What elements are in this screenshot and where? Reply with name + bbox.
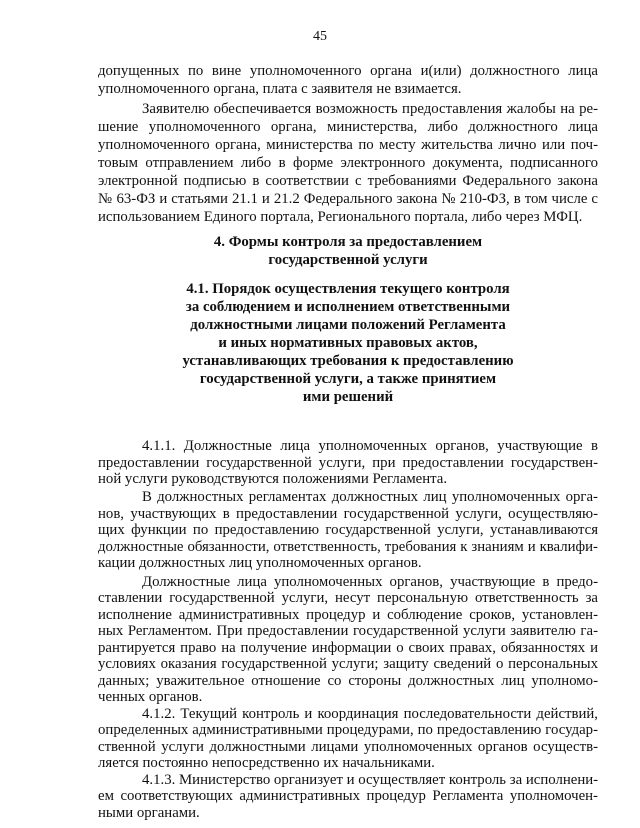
text-line: ляется постоянно непосредственно их начальниками.: [98, 755, 435, 772]
text-line: данных; уважительное отношение со стороны должностных лиц уполномо-: [98, 672, 598, 689]
text-line: 4.1.3. Министерство организует и осуществляет контроль за исполнени-: [142, 771, 599, 788]
text-line: условиях оказания государственной услуги; защиту сведений о персональных: [98, 656, 598, 673]
text-line: исполнение административных процедур и соблюдение сроков, установлен-: [98, 606, 598, 623]
text-line: шение уполномоченного органа, министерства, либо должностного лица: [98, 119, 598, 135]
text-line: кации должностных лиц уполномоченных органов.: [98, 555, 422, 572]
text-line: ем соответствующих административных процедур Регламента уполномочен-: [98, 788, 598, 805]
section-heading: 4. Формы контроля за предоставлением: [213, 234, 483, 250]
text-line: должностные обязанности, ответственность, требования к знаниям и квалифи-: [98, 538, 598, 555]
text-line: ными органами.: [98, 805, 200, 821]
text-line: 4.1.1. Должностные лица уполномоченных органов, участвующие в: [142, 438, 598, 454]
text-line: 4.1.2. Текущий контроль и координация последовательности действий,: [142, 705, 598, 722]
text-line: В должностных регламентах должностных лиц уполномоченных орга-: [142, 489, 598, 506]
subsection-heading: должностными лицами положений Регламента: [190, 317, 506, 333]
subsection-heading: за соблюдением и исполнением ответственными: [185, 299, 511, 315]
subsection-heading: ими решений: [302, 389, 394, 405]
text-line: определенных административными процедурами, по предоставлению государ-: [98, 722, 598, 739]
text-line: ственной услуги должностными лицами уполномоченных органов осуществ-: [98, 738, 598, 755]
page-number: 45: [313, 29, 327, 44]
subsection-heading: государственной услуги, а также принятием: [199, 371, 497, 387]
text-line: ставлении государственной услуги, несут персональную ответственность за: [98, 590, 598, 607]
text-line: № 63-ФЗ и статьями 21.1 и 21.2 Федерального закона № 210-ФЗ, в том числе с: [98, 191, 598, 207]
text-line: уполномоченного органа, министерства по месту жительства лично или поч-: [98, 137, 598, 153]
subsection-heading: устанавливающих требования к предоставлению: [182, 353, 514, 369]
text-line: Заявителю обеспечивается возможность предоставления жалобы на ре-: [142, 101, 598, 117]
text-line: товым отправлением либо в форме электронного документа, подписанного: [98, 155, 598, 171]
text-line: допущенных по вине уполномоченного органа и(или) должностного лица: [98, 63, 598, 79]
text-line: использованием Единого портала, Регионального портала, либо через МФЦ.: [98, 209, 583, 225]
text-line: нов, участвующих в предоставлении государственной услуги, осуществляю-: [98, 505, 598, 522]
text-line: рантируется право на получение информации о своих правах, обязанностях и: [98, 639, 598, 656]
text-line: ченных органов.: [98, 689, 203, 706]
text-line: щих функции по предоставлению государственной услуги, устанавливаются: [98, 522, 598, 539]
text-line: предоставлении государственной услуги, при предоставлении государствен-: [98, 454, 598, 471]
text-line: электронной подписью в соответствии с требованиями Федерального закона: [98, 173, 598, 189]
section-heading: государственной услуги: [268, 252, 428, 268]
text-line: ных Регламентом. При предоставлении государственной услуги заявителю га-: [98, 623, 598, 640]
subsection-heading: и иных нормативных правовых актов,: [218, 335, 478, 351]
text-line: Должностные лица уполномоченных органов, участвующие в предо-: [142, 573, 598, 590]
subsection-heading: 4.1. Порядок осуществления текущего контроля: [186, 281, 510, 297]
text-line: уполномоченного органа, плата с заявителя не взимается.: [98, 81, 462, 97]
text-line: ной услуги руководствуются положениями Регламента.: [98, 471, 448, 488]
